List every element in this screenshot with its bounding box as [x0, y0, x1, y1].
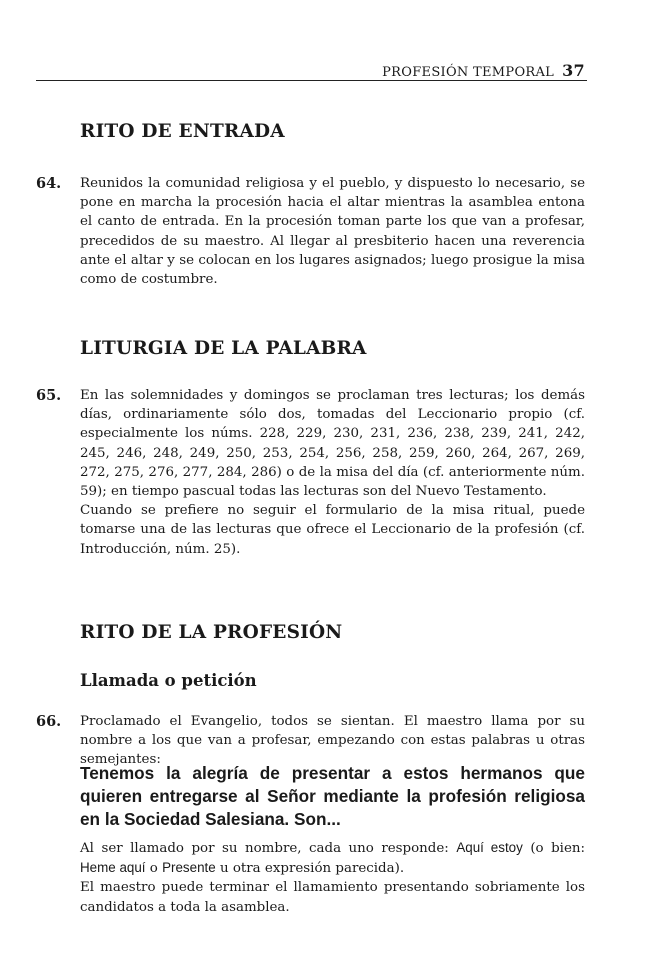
- paragraph-65-text-2: Cuando se prefiere no seguir el formulario de la misa ritual, puede tomarse una de las lecturas que ofrece el Leccionario de la profesión (cf. Introducción, núm. 25).: [80, 503, 585, 557]
- paragraph-64-text: Reunidos la comunidad religiosa y el pueblo, y dispuesto lo necesario, se pone en marcha la procesión hacia el altar mientras la asamblea entona el canto de entrada. En la procesión toman parte los que van a profesar, precedidos de su maestro. Al llegar al presbiterio hacen una reverencia ante el altar y se colocan en los lugares asignados; luego prosigue la misa como de costumbre.: [80, 176, 585, 288]
- subheading-llamada: Llamada o petición: [80, 671, 257, 690]
- response-aqui-estoy: Aquí estoy: [456, 840, 523, 855]
- response-part-a: Al ser llamado por su nombre, cada uno responde:: [80, 841, 457, 856]
- response-part-e: o: [145, 861, 163, 877]
- paragraph-66-intro: [80, 712, 585, 770]
- paragraph-65-text-1: En las solemnidades y domingos se proclaman tres lecturas; los demás días, ordinariamente sólo dos, tomadas del Leccionario propio (cf. especialmente los núms. 228, 229, 230, 231, 236, 238, 239, 241, 242, 245, 246, 248, 249, 250, 253, 254, 256, 258, 259, 260, 264, 267, 269, 272, 275, 276, 277, 284, 286) o de la misa del día (cf. anteriormente núm. 59); en tiempo pascual todas las lecturas son del Nuevo Testamento.: [80, 388, 585, 500]
- paragraph-65: [80, 386, 585, 559]
- page-number: 37: [562, 61, 585, 80]
- paragraph-66-response: [80, 838, 585, 917]
- paragraph-number-66: 66.: [36, 713, 62, 730]
- paragraph-number-65: 65.: [36, 387, 62, 404]
- response-text: [80, 838, 585, 878]
- response-heme-aqui: Heme aquí: [80, 860, 146, 876]
- response-part-c: (o bien:: [522, 841, 586, 856]
- closing-text: El maestro puede terminar el llamamiento presentando sobriamente los candidatos a toda la asamblea.: [80, 880, 585, 915]
- header-rule: [36, 80, 587, 81]
- presentation-formula: Tenemos la alegría de presentar a estos hermanos que quieren entregarse al Señor mediante la profesión religiosa en la Sociedad Salesiana. Son...: [80, 763, 585, 829]
- paragraph-number-64: 64.: [36, 175, 62, 192]
- response-part-g: u otra expresión parecida).: [215, 861, 405, 877]
- response-presente: Presente: [162, 860, 216, 876]
- running-header: [382, 61, 585, 80]
- paragraph-66-intro-text: Proclamado el Evangelio, todos se sientan. El maestro llama por su nombre a los que van a profesar, empezando con estas palabras u otras semejantes:: [80, 714, 585, 768]
- section-heading-rito-entrada: RITO DE ENTRADA: [80, 121, 285, 142]
- section-heading-rito-profesion: RITO DE LA PROFESIÓN: [80, 622, 343, 643]
- paragraph-64: [80, 174, 585, 289]
- section-heading-liturgia-palabra: LITURGIA DE LA PALABRA: [80, 338, 367, 359]
- running-title: PROFESIÓN TEMPORAL: [382, 65, 555, 80]
